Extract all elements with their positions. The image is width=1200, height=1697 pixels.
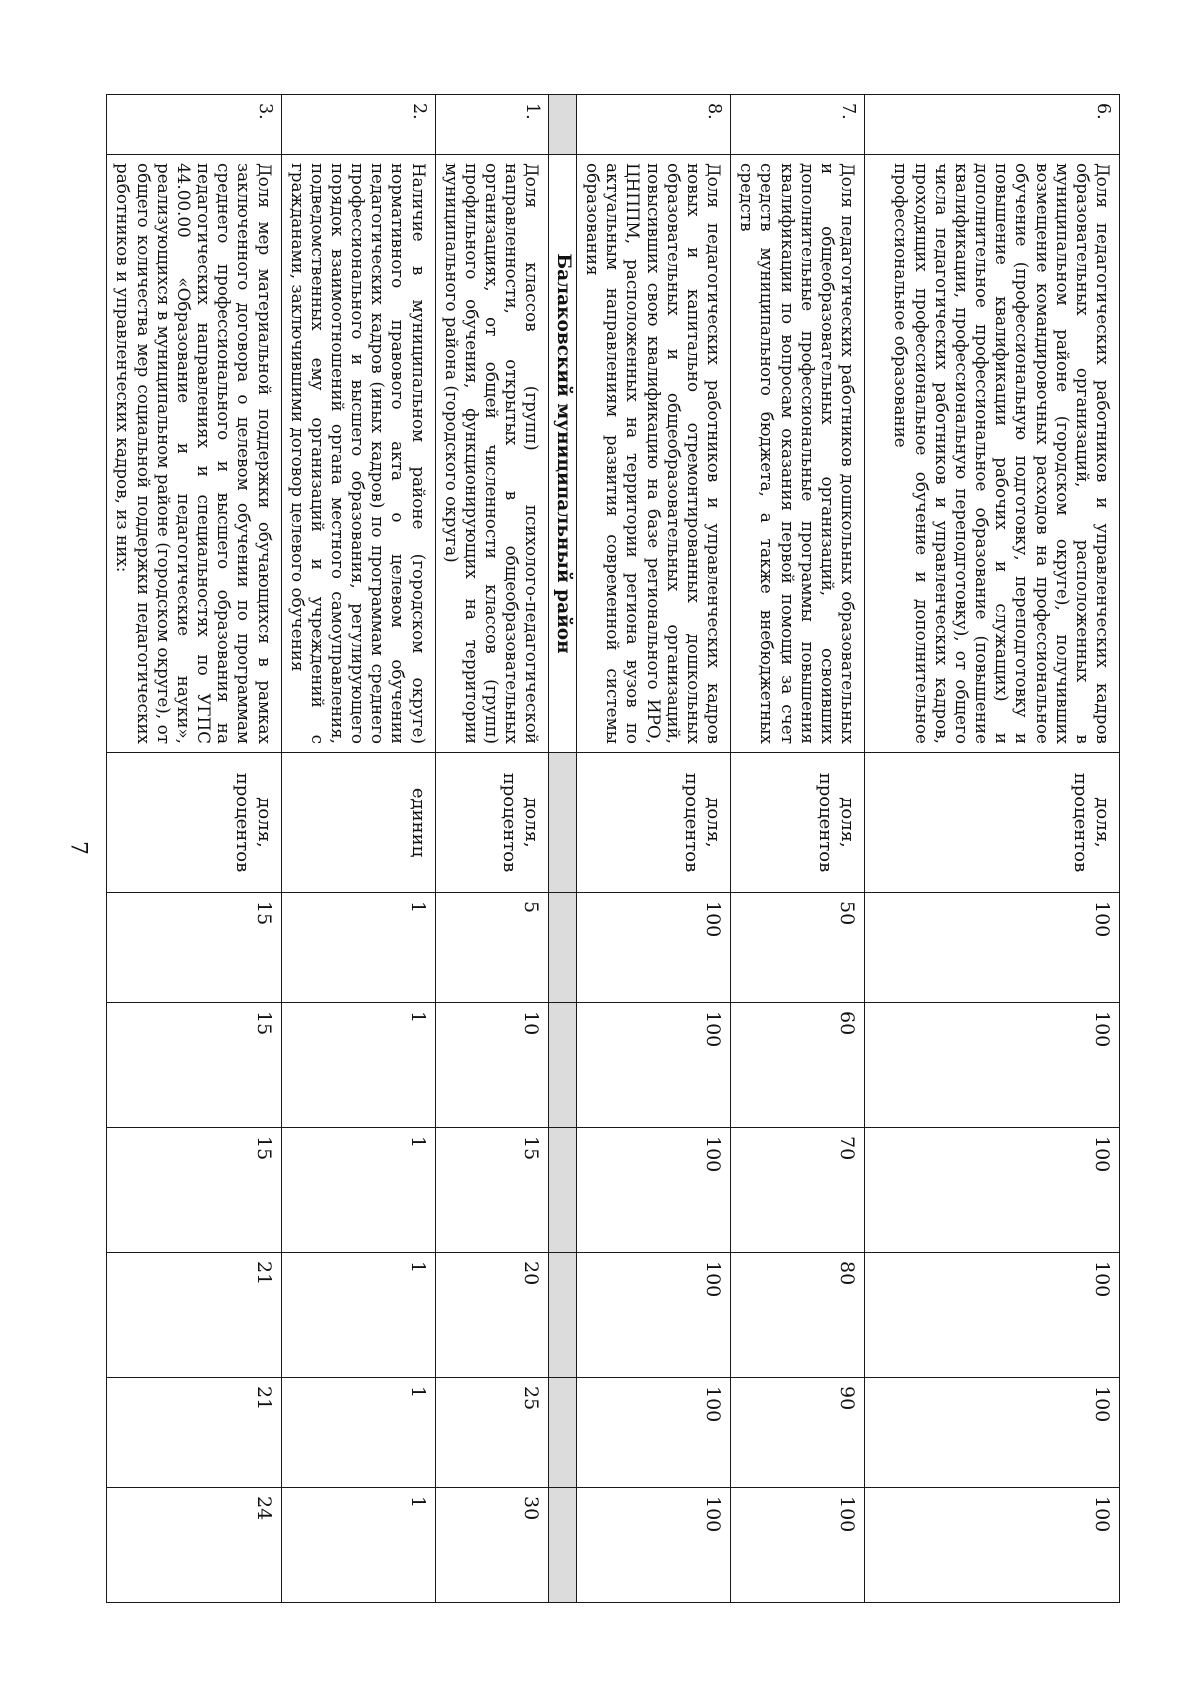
region-filler-cell xyxy=(549,1253,577,1378)
unit-cell: доля, процентов xyxy=(865,753,1120,893)
value-cell: 1 xyxy=(281,1003,435,1128)
region-number-cell xyxy=(549,95,577,155)
value-cell: 24 xyxy=(106,1488,281,1603)
region-filler-cell xyxy=(549,753,577,893)
region-filler-cell xyxy=(549,1378,577,1488)
value-cell: 100 xyxy=(865,1488,1120,1603)
indicator-description: Доля педагогических работников и управленческих кадров новых и капитально отремонтированных дошкольных образовательных и общеобразовательных организаций, повысивших свою квалификацию на базе регионального ИРО, ЦНППМ, расположенных на территории региона вузов по актуальным направлениям развития современной системы образования xyxy=(576,155,730,753)
table-row xyxy=(106,95,281,1603)
value-cell: 1 xyxy=(281,1488,435,1603)
value-cell: 30 xyxy=(435,1488,549,1603)
value-cell: 25 xyxy=(435,1378,549,1488)
value-cell: 100 xyxy=(731,1488,865,1603)
row-number: 1. xyxy=(435,95,549,155)
indicator-description: Доля мер материальной поддержки обучающихся в рамках заключенного договора о целевом обучении по программам среднего профессионального и высшего образования на педагогических направлениях и специальностях по УГПС 44.00.00 «Образование и педагогические науки», реализующихся в муниципальном районе (городском округе), от общего количества мер социальной поддержки педагогических работников и управленческих кадров, из них: xyxy=(106,155,281,753)
value-cell: 20 xyxy=(435,1253,549,1378)
table-row xyxy=(281,95,435,1603)
value-cell: 15 xyxy=(106,1128,281,1253)
region-filler-cell xyxy=(549,893,577,1003)
region-header-row xyxy=(549,95,577,1603)
region-filler-cell xyxy=(549,1128,577,1253)
row-number: 6. xyxy=(865,95,1120,155)
rotated-table-container xyxy=(113,94,1120,1602)
row-number: 3. xyxy=(106,95,281,155)
value-cell: 1 xyxy=(281,1253,435,1378)
value-cell: 100 xyxy=(865,1128,1120,1253)
indicator-description: Доля педагогических работников и управленческих кадров образовательных организаций, расположенных в муниципальном районе (городском округе), получивших возмещение командировочных расходов на профессиональное обучение (профессиональную подготовку, переподготовку и повышение квалификации рабочих и служащих) и дополнительное профессиональное образование (повышение квалификации, профессиональную переподготовку), от общего числа педагогических работников и управленческих кадров, проходящих профессиональное обучение и дополнительное профессиональное образование xyxy=(865,155,1120,753)
page-number: 7 xyxy=(65,841,91,855)
value-cell: 1 xyxy=(281,1378,435,1488)
value-cell: 100 xyxy=(576,1488,730,1603)
table-row xyxy=(731,95,865,1603)
unit-cell: доля, процентов xyxy=(576,753,730,893)
value-cell: 21 xyxy=(106,1253,281,1378)
value-cell: 1 xyxy=(281,893,435,1003)
row-number: 7. xyxy=(731,95,865,155)
value-cell: 15 xyxy=(106,1003,281,1128)
table-row xyxy=(576,95,730,1603)
indicator-description: Доля классов (групп) психолого-педагогической направленности, открытых в общеобразовательных организациях, от общей численности классов (групп) профильного обучения, функционирующих на территории муниципального района (городского округа) xyxy=(435,155,549,753)
value-cell: 100 xyxy=(576,1253,730,1378)
table-row xyxy=(865,95,1120,1603)
value-cell: 70 xyxy=(731,1128,865,1253)
value-cell: 100 xyxy=(576,1128,730,1253)
value-cell: 100 xyxy=(576,893,730,1003)
unit-cell: доля, процентов xyxy=(106,753,281,893)
value-cell: 100 xyxy=(576,1378,730,1488)
value-cell: 100 xyxy=(865,893,1120,1003)
value-cell: 80 xyxy=(731,1253,865,1378)
value-cell: 90 xyxy=(731,1378,865,1488)
region-title: Балаковский муниципальный район xyxy=(549,155,577,753)
value-cell: 100 xyxy=(865,1253,1120,1378)
table-row xyxy=(435,95,549,1603)
unit-cell: доля, процентов xyxy=(435,753,549,893)
value-cell: 100 xyxy=(865,1378,1120,1488)
unit-cell: единиц xyxy=(281,753,435,893)
row-number: 2. xyxy=(281,95,435,155)
value-cell: 1 xyxy=(281,1128,435,1253)
value-cell: 60 xyxy=(731,1003,865,1128)
value-cell: 10 xyxy=(435,1003,549,1128)
region-filler-cell xyxy=(549,1488,577,1603)
value-cell: 15 xyxy=(106,893,281,1003)
indicators-table xyxy=(106,94,1120,1603)
unit-cell: доля, процентов xyxy=(731,753,865,893)
row-number: 8. xyxy=(576,95,730,155)
value-cell: 21 xyxy=(106,1378,281,1488)
value-cell: 5 xyxy=(435,893,549,1003)
value-cell: 15 xyxy=(435,1128,549,1253)
value-cell: 100 xyxy=(576,1003,730,1128)
region-filler-cell xyxy=(549,1003,577,1128)
indicator-description: Доля педагогических работников дошкольных образовательных и общеобразовательных организаций, освоивших дополнительные профессиональные программы повышения квалификации по вопросам оказания первой помощи за счет средств муниципального бюджета, а также внебюджетных средств xyxy=(731,155,865,753)
value-cell: 50 xyxy=(731,893,865,1003)
indicator-description: Наличие в муниципальном районе (городском округе) нормативного правового акта о целевом обучении педагогических кадров (иных кадров) по программам среднего профессионального и высшего образования, регулирующего порядок взаимоотношений органа местного самоуправления, подведомственных ему организаций и учреждений с гражданами, заключившими договор целевого обучения xyxy=(281,155,435,753)
value-cell: 100 xyxy=(865,1003,1120,1128)
